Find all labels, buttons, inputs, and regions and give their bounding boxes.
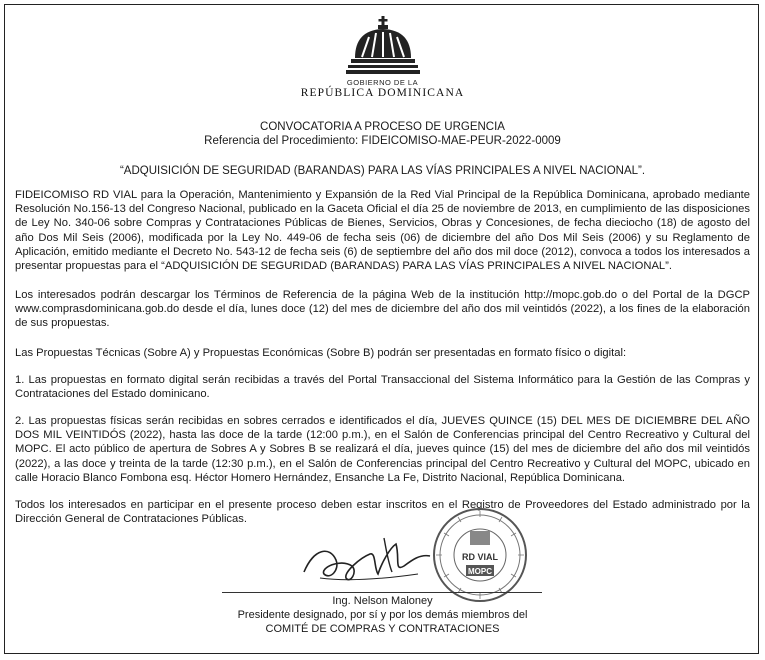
procurement-subject: “ADQUISICIÓN DE SEGURIDAD (BARANDAS) PARA LAS VÍAS PRINCIPALES A NIVEL NACIONAL”. [119, 165, 646, 177]
paragraph-3-text: Las Propuestas Técnicas (Sobre A) y Propuestas Económicas (Sobre B) podrán ser presentadas en formato físico o digital: [15, 347, 627, 359]
stamp-text-1: RD VIAL [462, 552, 498, 562]
notice-title: CONVOCATORIA A PROCESO DE URGENCIA [260, 121, 505, 133]
paragraph-5-text: 2. Las propuestas físicas serán recibidas en sobres cerrados e identificados el día, JUEVES QUINCE (15) DEL MES DE DICIEMBRE DEL AÑO DOS MIL VEINTIDÓS (2022), hasta las doce de la tarde (12:00 p.m.), en el Salón de Conferencias principal del Centro Recreativo y Cultural del MOPC. El acto público de apertura de Sobres A y Sobres B se realizará el día, jueves quince (15) del mes de diciembre del año dos mil veintidós (2022), a las doce y treinta de la tarde (12:30 p.m.), en el Salón de Conferencias principal del Centro Recreativo y Cultural del MOPC, ubicado en calle Horacio Blanco Fombona esq. Héctor Homero Hernández, Ensanche La Fe, Distrito Nacional, República Dominicana. [15, 415, 750, 484]
paragraph-1-text: FIDEICOMISO RD VIAL para la Operación, Mantenimiento y Expansión de la Red Vial Principal de la República Dominicana, aprobado mediante Resolución No.156-13 del Congreso Nacional, publicado en la Gaceta Oficial el día 25 de noviembre de 2013, en cumplimiento de las disposiciones de Ley No. 340-06 sobre Compras y Contrataciones Públicas de Bienes, Servicios, Obras y Concesiones, de fecha dieciocho (18) de agosto del año Dos Mil Seis (2006), modificada por la Ley No. 449-06 de fecha seis (06) de diciembre del año Dos Mil Seis (2006) y su Reglamento de Aplicación, emitido mediante el Decreto No. 543-12 de fecha seis (6) de septiembre del año dos mil doce (2012), convoca a todos los interesados a presentar propuestas para el “ADQUISICIÓN DE SEGURIDAD (BARANDAS) PARA LAS VÍAS PRINCIPALES A NIVEL NACIONAL”. [15, 189, 750, 273]
procedure-reference: Referencia del Procedimiento: FIDEICOMISO-MAE-PEUR-2022-0009 [204, 135, 561, 147]
paragraph-1 [15, 188, 750, 273]
paragraph-4 [15, 373, 750, 401]
committee-name: COMITÉ DE COMPRAS Y CONTRATACIONES [265, 623, 500, 635]
logo-line-2: REPÚBLICA DOMINICANA [300, 87, 465, 99]
stamp-text-2: MOPC [468, 567, 492, 576]
paragraph-2 [15, 288, 750, 331]
official-seal-stamp [430, 505, 530, 605]
signature-block [0, 500, 765, 660]
signer-role: Presidente designado, por sí y por los demás miembros del [237, 609, 528, 621]
signer-name: Ing. Nelson Maloney [332, 595, 433, 607]
paragraph-5 [15, 414, 750, 485]
paragraph-2-text: Los interesados podrán descargar los Términos de Referencia de la página Web de la institución http://mopc.gob.do o del Portal de la DGCP www.comprasdominicana.gob.do desde el día, lunes doce (12) del mes de diciembre del año dos mil veintidós (2022), a los fines de la elaboración de sus propuestas. [15, 289, 750, 330]
handwritten-signature [300, 528, 440, 590]
government-logo [300, 16, 465, 106]
paragraph-6-text: Todos los interesados en participar en el presente proceso deben estar inscritos en el Registro de Proveedores del Estado administrado por la Dirección General de Contrataciones Públicas. [15, 499, 750, 526]
paragraph-4-text: 1. Las propuestas en formato digital serán recibidas a través del Portal Transaccional del Sistema Informático para la Gestión de las Compras y Contrataciones del Estado dominicano. [15, 374, 750, 401]
paragraph-3 [15, 346, 750, 360]
capitol-dome-icon [343, 16, 423, 76]
logo-line-1: GOBIERNO DE LA [346, 78, 419, 87]
signature-line [222, 592, 542, 593]
